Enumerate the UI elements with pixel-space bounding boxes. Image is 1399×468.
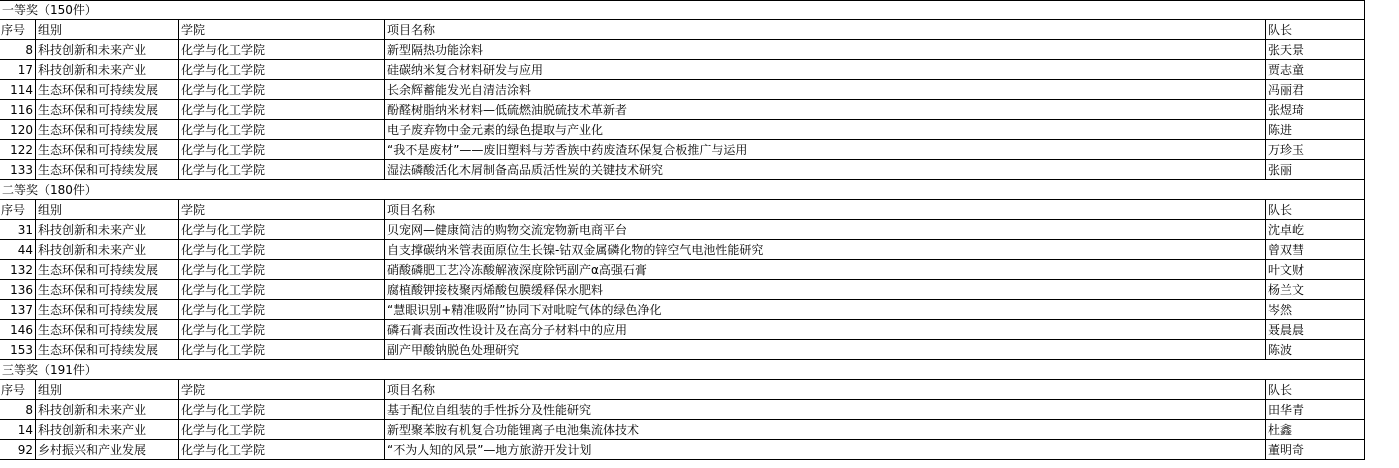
cell-group[interactable]: 科技创新和未来产业 [36, 60, 179, 80]
cell-no[interactable]: 44 [0, 240, 36, 260]
cell-school[interactable]: 化学与化工学院 [179, 60, 385, 80]
cell-project-name[interactable]: 自支撑碳纳米管表面原位生长镍-钴双金属磷化物的锌空气电池性能研究 [385, 240, 1266, 260]
cell-leader[interactable]: 岑然 [1266, 300, 1365, 320]
header-cell-project-name[interactable]: 项目名称 [385, 380, 1266, 400]
cell-group[interactable]: 生态环保和可持续发展 [36, 160, 179, 180]
section-title[interactable]: 三等奖（191件） [0, 360, 1365, 380]
table-header-row [0, 380, 1399, 400]
header-cell-group[interactable]: 组别 [36, 200, 179, 220]
table-row [0, 80, 1399, 100]
header-cell-school[interactable]: 学院 [179, 380, 385, 400]
cell-project-name[interactable]: 新型隔热功能涂料 [385, 40, 1266, 60]
table-row [0, 240, 1399, 260]
cell-leader[interactable]: 陈波 [1266, 340, 1365, 360]
cell-no[interactable]: 14 [0, 420, 36, 440]
cell-leader[interactable]: 万珍玉 [1266, 140, 1365, 160]
cell-school[interactable]: 化学与化工学院 [179, 320, 385, 340]
table-header-row [0, 200, 1399, 220]
cell-group[interactable]: 科技创新和未来产业 [36, 400, 179, 420]
cell-project-name[interactable]: 硅碳纳米复合材料研发与应用 [385, 60, 1266, 80]
cell-school[interactable]: 化学与化工学院 [179, 40, 385, 60]
cell-leader[interactable]: 陈进 [1266, 120, 1365, 140]
cell-school[interactable]: 化学与化工学院 [179, 440, 385, 460]
cell-no[interactable]: 136 [0, 280, 36, 300]
cell-leader[interactable]: 张煜琦 [1266, 100, 1365, 120]
cell-school[interactable]: 化学与化工学院 [179, 340, 385, 360]
sheet-right-margin [1365, 0, 1399, 468]
cell-school[interactable]: 化学与化工学院 [179, 400, 385, 420]
cell-leader[interactable]: 沈卓屹 [1266, 220, 1365, 240]
cell-school[interactable]: 化学与化工学院 [179, 140, 385, 160]
cell-leader[interactable]: 聂晨晨 [1266, 320, 1365, 340]
cell-group[interactable]: 科技创新和未来产业 [36, 40, 179, 60]
cell-school[interactable]: 化学与化工学院 [179, 280, 385, 300]
cell-project-name[interactable]: 基于配位自组装的手性拆分及性能研究 [385, 400, 1266, 420]
cell-school[interactable]: 化学与化工学院 [179, 300, 385, 320]
cell-project-name[interactable]: 腐植酸钾接枝聚丙烯酸包膜缓释保水肥料 [385, 280, 1266, 300]
cell-no[interactable]: 122 [0, 140, 36, 160]
cell-group[interactable]: 生态环保和可持续发展 [36, 80, 179, 100]
table-header-row [0, 20, 1399, 40]
cell-no[interactable]: 116 [0, 100, 36, 120]
table-row [0, 260, 1399, 280]
section-title-row [0, 360, 1399, 380]
cell-group[interactable]: 生态环保和可持续发展 [36, 300, 179, 320]
header-cell-no[interactable]: 序号 [0, 380, 36, 400]
section-title[interactable]: 一等奖（150件） [0, 0, 1365, 20]
cell-no[interactable]: 137 [0, 300, 36, 320]
cell-school[interactable]: 化学与化工学院 [179, 220, 385, 240]
table-row [0, 220, 1399, 240]
cell-leader[interactable]: 董明奇 [1266, 440, 1365, 460]
cell-project-name[interactable]: 磷石膏表面改性设计及在高分子材料中的应用 [385, 320, 1266, 340]
table-row [0, 100, 1399, 120]
cell-no[interactable]: 8 [0, 400, 36, 420]
header-cell-leader[interactable]: 队长 [1266, 20, 1365, 40]
cell-leader[interactable]: 田华青 [1266, 400, 1365, 420]
header-cell-no[interactable]: 序号 [0, 200, 36, 220]
cell-leader[interactable]: 杜鑫 [1266, 420, 1365, 440]
cell-no[interactable]: 92 [0, 440, 36, 460]
cell-project-name[interactable]: 长余辉蓄能发光自清洁涂料 [385, 80, 1266, 100]
cell-group[interactable]: 生态环保和可持续发展 [36, 280, 179, 300]
header-cell-project-name[interactable]: 项目名称 [385, 20, 1266, 40]
cell-leader[interactable]: 叶文财 [1266, 260, 1365, 280]
cell-project-name[interactable]: 硝酸磷肥工艺冷冻酸解液深度除钙副产α高强石膏 [385, 260, 1266, 280]
header-cell-school[interactable]: 学院 [179, 200, 385, 220]
table-row [0, 40, 1399, 60]
table-row [0, 140, 1399, 160]
cell-no[interactable]: 114 [0, 80, 36, 100]
cell-school[interactable]: 化学与化工学院 [179, 260, 385, 280]
table-row [0, 120, 1399, 140]
cell-leader[interactable]: 张天景 [1266, 40, 1365, 60]
cell-no[interactable]: 146 [0, 320, 36, 340]
header-cell-leader[interactable]: 队长 [1266, 200, 1365, 220]
cell-project-name[interactable]: 电子废弃物中金元素的绿色提取与产业化 [385, 120, 1266, 140]
cell-group[interactable]: 生态环保和可持续发展 [36, 320, 179, 340]
cell-no[interactable]: 31 [0, 220, 36, 240]
cell-no[interactable]: 153 [0, 340, 36, 360]
cell-leader[interactable]: 贾志童 [1266, 60, 1365, 80]
cell-group[interactable]: 生态环保和可持续发展 [36, 100, 179, 120]
header-cell-group[interactable]: 组别 [36, 380, 179, 400]
table-row [0, 280, 1399, 300]
cell-project-name[interactable]: 酚醛树脂纳米材料—低硫燃油脱硫技术革新者 [385, 100, 1266, 120]
cell-project-name[interactable]: 湿法磷酸活化木屑制备高品质活性炭的关键技术研究 [385, 160, 1266, 180]
cell-group[interactable]: 生态环保和可持续发展 [36, 340, 179, 360]
cell-leader[interactable]: 冯丽君 [1266, 80, 1365, 100]
cell-project-name[interactable]: “慧眼识别+精准吸附”协同下对吡啶气体的绿色净化 [385, 300, 1266, 320]
cell-group[interactable]: 生态环保和可持续发展 [36, 120, 179, 140]
cell-project-name[interactable]: “我不是废材”——废旧塑料与芳香族中药废渣环保复合板推广与运用 [385, 140, 1266, 160]
cell-leader[interactable]: 曾双彗 [1266, 240, 1365, 260]
header-cell-school[interactable]: 学院 [179, 20, 385, 40]
cell-no[interactable]: 120 [0, 120, 36, 140]
cell-group[interactable]: 生态环保和可持续发展 [36, 260, 179, 280]
cell-project-name[interactable]: 新型聚苯胺有机复合功能锂离子电池集流体技术 [385, 420, 1266, 440]
cell-group[interactable]: 生态环保和可持续发展 [36, 140, 179, 160]
table-row [0, 340, 1399, 360]
cell-school[interactable]: 化学与化工学院 [179, 160, 385, 180]
cell-no[interactable]: 17 [0, 60, 36, 80]
table-row [0, 320, 1399, 340]
table-row [0, 400, 1399, 420]
cell-school[interactable]: 化学与化工学院 [179, 420, 385, 440]
cell-group[interactable]: 科技创新和未来产业 [36, 420, 179, 440]
table-row [0, 160, 1399, 180]
cell-no[interactable]: 8 [0, 40, 36, 60]
cell-leader[interactable]: 张丽 [1266, 160, 1365, 180]
header-cell-project-name[interactable]: 项目名称 [385, 200, 1266, 220]
cell-group[interactable]: 科技创新和未来产业 [36, 220, 179, 240]
section-title[interactable]: 二等奖（180件） [0, 180, 1365, 200]
table-row [0, 300, 1399, 320]
header-cell-group[interactable]: 组别 [36, 20, 179, 40]
table-row [0, 60, 1399, 80]
section-title-row [0, 180, 1399, 200]
cell-school[interactable]: 化学与化工学院 [179, 80, 385, 100]
cell-project-name[interactable]: “不为人知的风景”—地方旅游开发计划 [385, 440, 1266, 460]
cell-no[interactable]: 133 [0, 160, 36, 180]
cell-school[interactable]: 化学与化工学院 [179, 120, 385, 140]
table-row [0, 420, 1399, 440]
cell-school[interactable]: 化学与化工学院 [179, 240, 385, 260]
table-row [0, 440, 1399, 460]
section-title-row [0, 0, 1399, 20]
cell-school[interactable]: 化学与化工学院 [179, 100, 385, 120]
cell-group[interactable]: 科技创新和未来产业 [36, 240, 179, 260]
header-cell-no[interactable]: 序号 [0, 20, 36, 40]
cell-project-name[interactable]: 贝宠网—健康简洁的购物交流宠物新电商平台 [385, 220, 1266, 240]
header-cell-leader[interactable]: 队长 [1266, 380, 1365, 400]
cell-project-name[interactable]: 副产甲酸钠脱色处理研究 [385, 340, 1266, 360]
cell-no[interactable]: 132 [0, 260, 36, 280]
cell-group[interactable]: 乡村振兴和产业发展 [36, 440, 179, 460]
cell-leader[interactable]: 杨兰文 [1266, 280, 1365, 300]
